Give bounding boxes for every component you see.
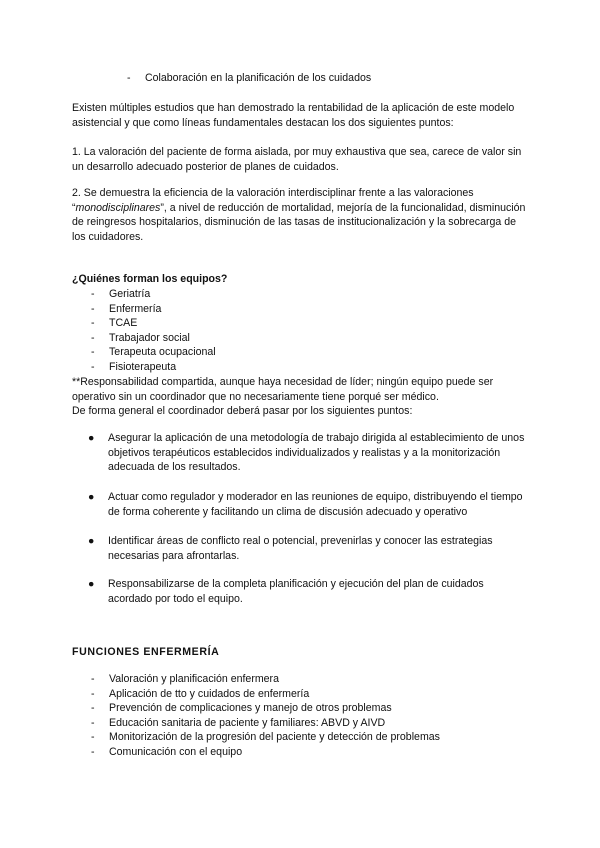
dash-marker: -: [91, 702, 95, 715]
dash-marker: -: [91, 302, 95, 315]
point-2-before: 2. Se demuestra la eficiencia de la valoración interdisciplinar frente a las valoraciones “: [72, 187, 474, 214]
list-item: [91, 345, 511, 360]
nursing-function: Educación sanitaria de paciente y familiares: ABVD y AIVD: [109, 716, 386, 729]
bullet-marker: ●: [88, 432, 95, 444]
list-item: [91, 701, 511, 716]
bullet-marker: ●: [88, 578, 95, 590]
nursing-function: Monitorización de la progresión del paciente y detección de problemas: [109, 731, 440, 744]
nursing-function: Valoración y planificación enfermera: [109, 673, 279, 685]
coordinator-intro: De forma general el coordinador deberá pasar por los siguientes puntos:: [72, 405, 413, 417]
dash-marker: -: [91, 745, 95, 758]
list-item: [91, 730, 511, 745]
list-item: [91, 672, 511, 687]
coordinator-point: Responsabilizarse de la completa planificación y ejecución del plan de cuidados acordado por todo el equipo.: [108, 578, 484, 605]
point-2: [72, 186, 532, 244]
point-1: 1. La valoración del paciente de forma aislada, por muy exhaustiva que sea, carece de valor sin un desarrollo adecuado posterior de planes de cuidados.: [72, 146, 522, 173]
dash-marker: -: [91, 317, 95, 330]
list-item: [91, 745, 511, 760]
dash-marker: -: [91, 288, 95, 300]
list-item: [91, 331, 511, 346]
list-item: [88, 431, 528, 475]
intro-dash-text: Colaboración en la planificación de los cuidados: [145, 72, 372, 84]
dash-marker: -: [91, 346, 95, 359]
point-2-after: ”, a nivel de reducción de mortalidad, mejoría de la funcionalidad, disminución de reingresos hospitalarios, disminución de las tasas de institucionalización y la sobrecarga de los cuidadores.: [72, 201, 526, 243]
dash-marker: -: [91, 331, 95, 344]
list-item: [88, 534, 528, 563]
dash-marker: -: [127, 72, 131, 84]
list-item: [91, 316, 511, 331]
dash-marker: -: [91, 731, 95, 744]
bullet-marker: ●: [88, 535, 95, 547]
team-member: TCAE: [109, 317, 138, 330]
team-member: Terapeuta ocupacional: [109, 346, 216, 359]
intro-dash-item: [127, 71, 527, 86]
dash-marker: -: [91, 716, 95, 729]
nursing-function: Aplicación de tto y cuidados de enfermería: [109, 687, 310, 700]
nursing-heading: FUNCIONES ENFERMERÍA: [72, 646, 220, 658]
dash-marker: -: [91, 687, 95, 700]
intro-paragraph: Existen múltiples estudios que han demostrado la rentabilidad de la aplicación de este modelo asistencial y que como líneas fundamentales destacan los dos siguientes puntos:: [72, 102, 515, 129]
list-item: [91, 302, 511, 317]
list-item: [91, 360, 511, 375]
list-item: [91, 287, 511, 302]
list-item: [88, 577, 528, 606]
bullet-marker: ●: [88, 491, 95, 503]
list-item: [88, 490, 528, 519]
team-member: Fisioterapeuta: [109, 360, 177, 373]
teams-note: **Responsabilidad compartida, aunque haya necesidad de líder; ningún equipo puede ser operativo sin un coordinador que no necesariamente tiene porqué ser médico.: [72, 376, 494, 403]
nursing-function: Prevención de complicaciones y manejo de otros problemas: [109, 702, 392, 715]
coordinator-point: Asegurar la aplicación de una metodología de trabajo dirigida al establecimiento de unos objetivos terapéuticos establecidos individualizados y realistas y a la monitorización adecuada de los resultados.: [108, 432, 525, 474]
list-item: [91, 716, 511, 731]
nursing-function: Comunicación con el equipo: [109, 745, 243, 758]
point-2-italic: monodisciplinares: [75, 201, 161, 214]
teams-heading: ¿Quiénes forman los equipos?: [72, 273, 228, 285]
team-members-list: [91, 287, 511, 375]
coordinator-point: Actuar como regulador y moderador en las reuniones de equipo, distribuyendo el tiempo de forma coherente y facilitando un clima de discusión adecuado y operativo: [108, 491, 523, 518]
team-member: Trabajador social: [109, 331, 190, 344]
list-item: [91, 687, 511, 702]
team-member: Enfermería: [109, 302, 162, 315]
dash-marker: -: [91, 673, 95, 685]
coordinator-point: Identificar áreas de conflicto real o potencial, prevenirlas y conocer las estrategias necesarias para afrontarlas.: [108, 535, 493, 562]
nursing-functions-list: [91, 672, 511, 760]
dash-marker: -: [91, 360, 95, 373]
team-member: Geriatría: [109, 288, 151, 300]
